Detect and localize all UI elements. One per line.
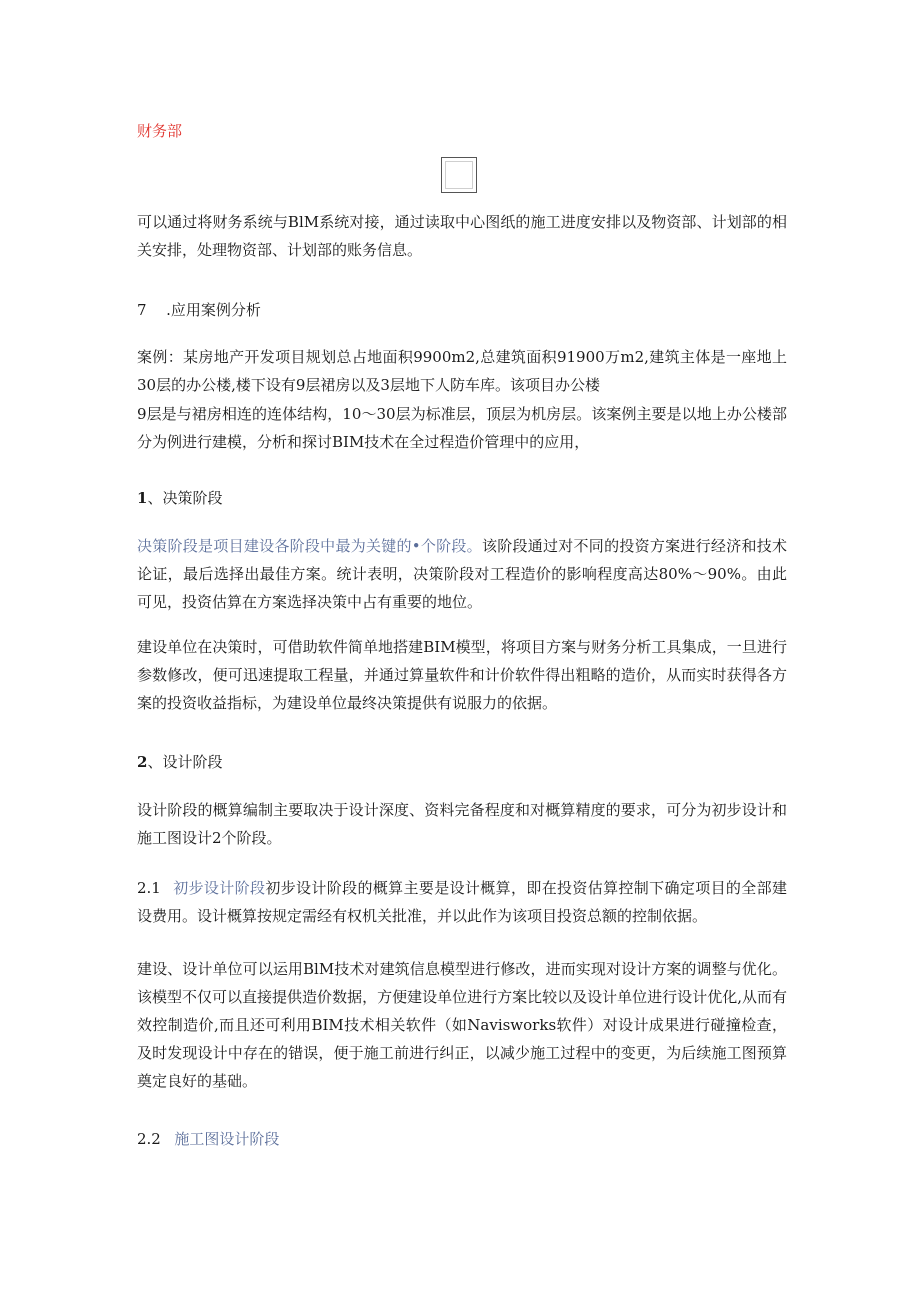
heading-2-1-text: 初步设计阶段: [172, 879, 266, 897]
paragraph-design-1: 设计阶段的概算编制主要取决于设计深度、资料完备程度和对概算精度的要求，可分为初步设计和施工图设计2个阶段。: [137, 801, 787, 847]
decision-rest: 该阶段通过对不同的投资方案进行经济和技术论证，最后选择出最佳方案。统计表明，决策阶段对工程造价的影响程度高达80%～90%。由此可见，投资估算在方案选择决策中占有重要的地位。: [137, 537, 787, 611]
heading-2-2-text: 施工图设计阶段: [174, 1130, 280, 1148]
heading-2-number: 2: [137, 753, 148, 771]
paragraph-design-21: [137, 874, 787, 930]
section-title-finance: 财务部: [137, 122, 183, 140]
heading-7-text: .应用案例分析: [166, 301, 261, 319]
paragraph-decision-1: [137, 532, 787, 616]
paragraph-case-1: 案例：某房地产开发项目规划总占地面积9900m2,总建筑面积91900万m2,建筑主体是一座地上30层的办公楼,楼下设有9层裙房以及3层地下人防车库。该项目办公楼: [137, 348, 787, 394]
paragraph-case-2: 9层是与裙房相连的连体结构，10～30层为标准层，顶层为机房层。该案例主要是以地上办公楼部分为例进行建模，分析和探讨BIM技术在全过程造价管理中的应用，: [137, 405, 787, 451]
heading-1: [137, 486, 222, 510]
heading-7: [137, 298, 261, 322]
heading-2-2-number: 2.2: [137, 1130, 161, 1148]
heading-1-number: 1: [137, 489, 148, 507]
paragraph-decision-2: 建设单位在决策时，可借助软件简单地搭建BIM模型，将项目方案与财务分析工具集成，一旦进行参数修改，便可迅速提取工程量，并通过算量软件和计价软件得出粗略的造价，从而实时获得各方案的投资收益指标，为建设单位最终决策提供有说服力的依据。: [137, 638, 787, 712]
heading-2-text: 、设计阶段: [147, 753, 223, 771]
design-21-body: 初步设计阶段的概算主要是设计概算，即在投资估算控制下确定项目的全部建设费用。设计概算按规定需经有权机关批准，并以此作为该项目投资总额的控制依据。: [137, 879, 787, 925]
heading-7-number: 7: [137, 301, 147, 319]
embedded-image-icon: [441, 157, 477, 193]
decision-lead-sentence: 决策阶段是项目建设各阶段中最为关键的•个阶段。: [137, 537, 482, 555]
heading-2-1-number: 2.1: [137, 879, 161, 897]
heading-2-2: [137, 1127, 279, 1151]
paragraph-finance: 可以通过将财务系统与BlM系统对接，通过读取中心图纸的施工进度安排以及物资部、计划部的相关安排，处理物资部、计划部的账务信息。: [137, 213, 787, 259]
paragraph-design-3: 建设、设计单位可以运用BlM技术对建筑信息模型进行修改，进而实现对设计方案的调整与优化。该模型不仅可以直接提供造价数据，方便建设单位进行方案比较以及设计单位进行设计优化,从而有效控制造价,而且还可利用BIM技术相关软件（如Navisworks软件）对设计成果进行碰撞检查，及时发现设计中存在的错误，便于施工前进行纠正，以减少施工过程中的变更，为后续施工图预算奠定良好的基础。: [137, 960, 787, 1090]
heading-1-text: 、决策阶段: [147, 489, 223, 507]
heading-2: [137, 750, 222, 774]
